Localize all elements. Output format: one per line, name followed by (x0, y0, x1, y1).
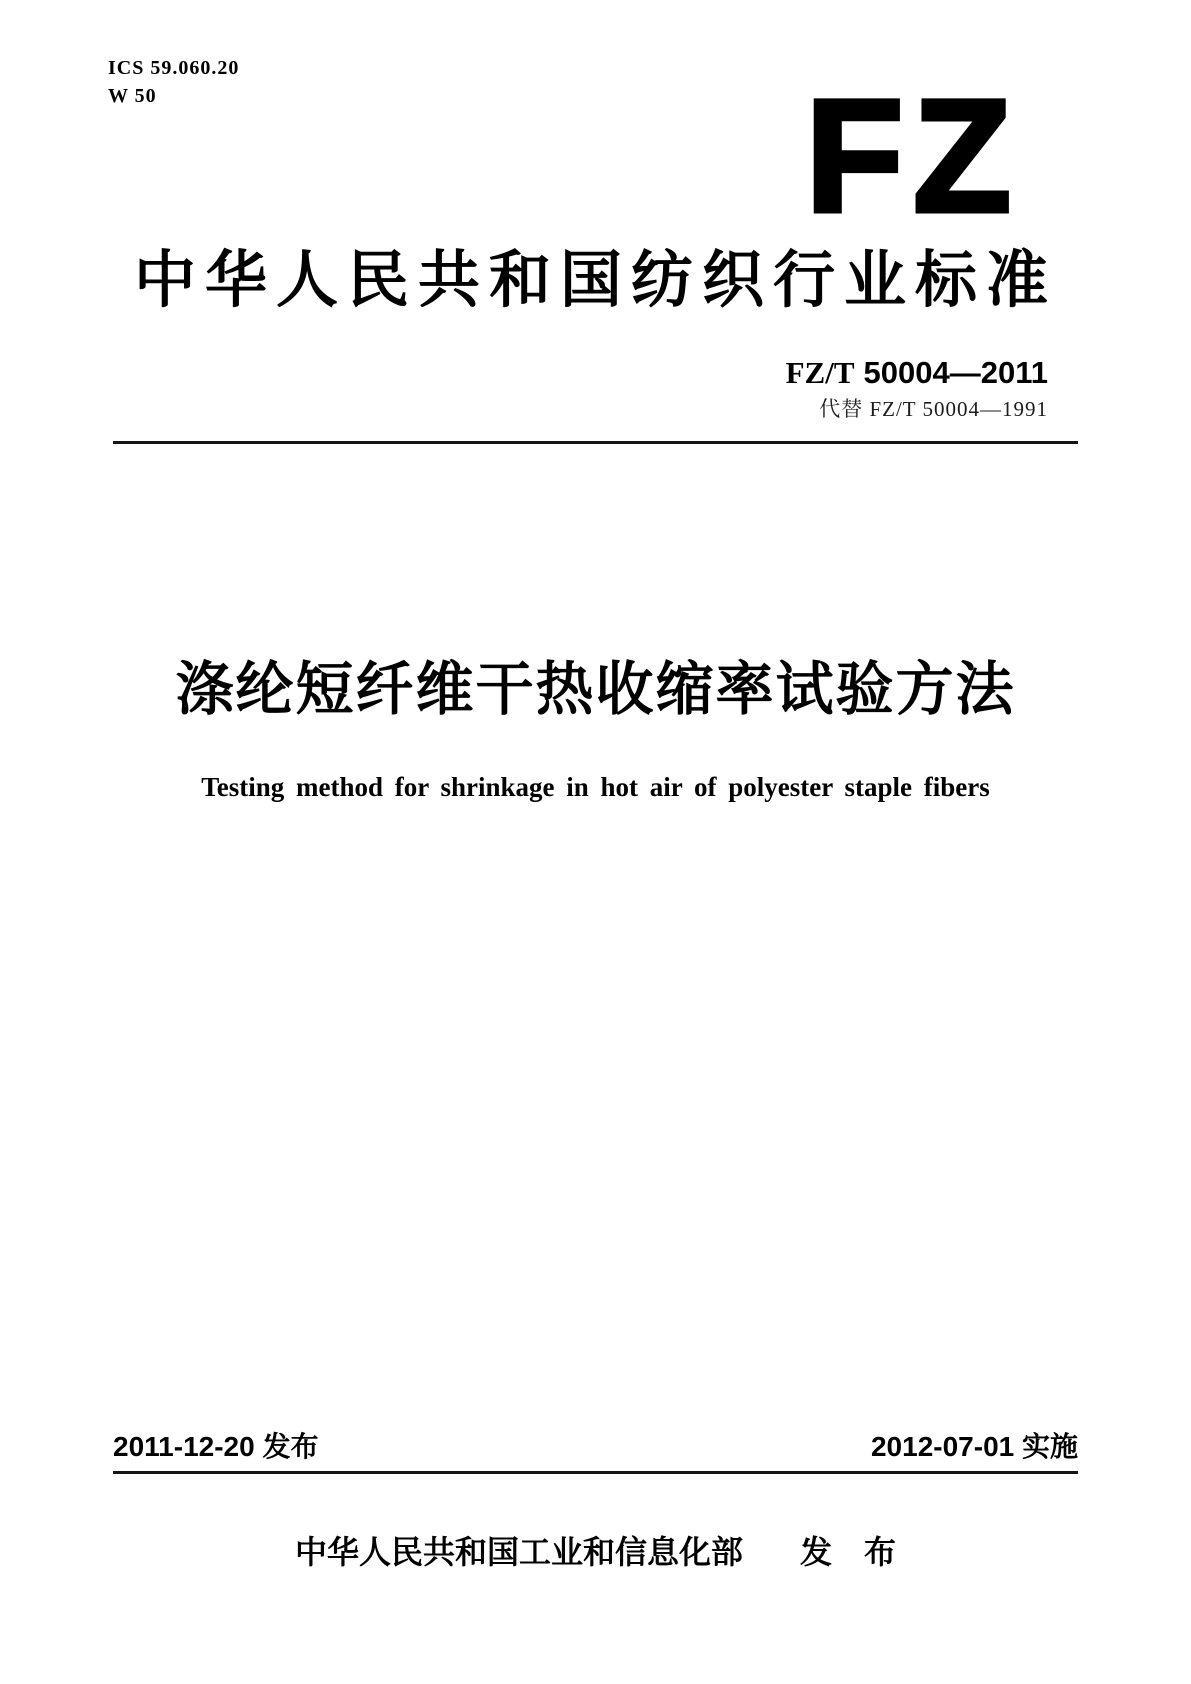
issuer-name: 中华人民共和国工业和信息化部 (294, 1534, 743, 1570)
standard-code-line (786, 356, 1048, 390)
issue-date: 2011-12-20 发布 (113, 1431, 319, 1462)
issuer-action: 发 布 (800, 1534, 897, 1570)
standard-code-prefix: FZ/T (785, 355, 855, 390)
standard-code-block (786, 356, 1048, 423)
classification-code: W 50 (108, 85, 157, 107)
fz-logo: FZ (805, 66, 1021, 245)
ics-code: ICS 59.060.20 (108, 57, 240, 79)
issuer-row (0, 1533, 1191, 1571)
standard-category-title: 中华人民共和国纺织行业标准 (133, 246, 1057, 315)
implementation-date: 2012-07-01 实施 (870, 1431, 1078, 1462)
replaces-note: 代替 FZ/T 50004—1991 (819, 397, 1048, 422)
top-rule (113, 441, 1078, 444)
document-title-chinese: 涤纶短纤维干热收缩率试验方法 (175, 657, 1016, 722)
document-title-english: Testing method for shrinkage in hot air of polyester staple fibers (201, 772, 990, 802)
standard-code-number: 50004—2011 (863, 355, 1048, 390)
dates-row (113, 1432, 1078, 1463)
bottom-rule (113, 1471, 1078, 1474)
ics-block (108, 54, 239, 110)
